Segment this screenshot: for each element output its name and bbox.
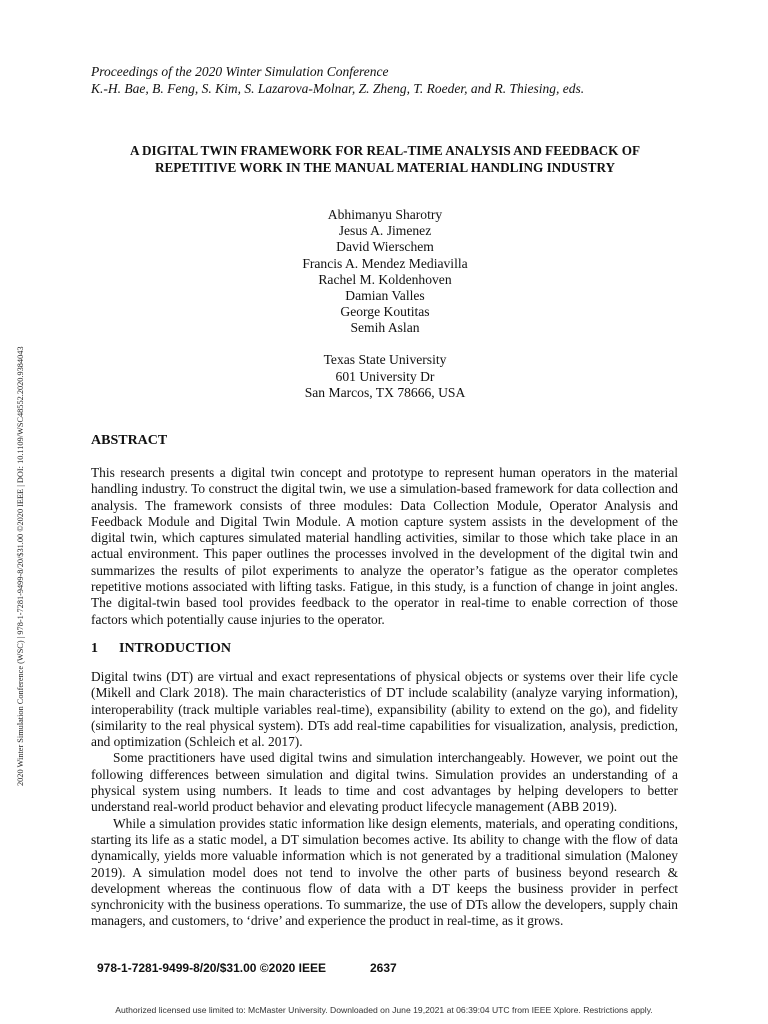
author: Jesus A. Jimenez [338,223,432,239]
intro-paragraph-1: Digital twins (DT) are virtual and exact representations of physical objects or systems over their life cycle (Mikell and Clark 2018). The main characteristics of DT include scalability (analyze varying information), interoperability (track multiple variables real-time), expansibility (ability to extend on the go), and fidelity (similarity to the real physical system). DTs add real-time capabilities for visualization, analysis, prediction, and optimization (Schleich et al. 2017). [91,669,678,750]
author: Rachel M. Koldenhoven [318,271,452,287]
abstract-text: This research presents a digital twin concept and prototype to represent human operators in the material handling industry. To construct the digital twin, we use a simulation-based framework for data collection and analysis. The framework consists of three modules: Data Collection Module, Operator Analysis and Feedback Module and Digital Twin Module. A motion capture system assists in the development of the digital twin, which captures simulated material handling activities, similar to those which take place in an actual environment. This paper outlines the processes involved in the development of the digital twin and summarizes the results of pilot experiments to analyze the operator’s fatigue as the operator completes repetitive motions associated with lifting tasks. Fatigue, in this study, is a function of change in joint angles. The digital-twin based tool provides feedback to the operator in real-time to enable correction of those factors which potentially cause injuries to the operator. [91,465,678,627]
intro-paragraph-3: While a simulation provides static information like design elements, materials, and operating conditions, starting its life as a static model, a DT simulation becomes active. Its ability to change with the flow of data dynamically, yields more valuable information which is not generated by a traditional simulation (Maloney 2019). A simulation model does not tend to involve the other parts of business beyond research & development whereas the continuous flow of data with a DT keeps the business provider in perfect synchronicity with the business operations. To summarize, the use of DTs allow the developers, supply chain managers, and customers, to ‘drive’ and experience the product in real-time, as it grows. [91,815,678,929]
author: Abhimanyu Sharotry [327,207,443,222]
affiliation-street: 601 University Dr [335,368,435,384]
proceedings-title: Proceedings of the 2020 Winter Simulation Conference [91,64,389,79]
doi-sidebar-text: 2020 Winter Simulation Conference (WSC) | 978-1-7281-9499-8/20/$31.00 ©2020 IEEE | DOI: 10.1109/WSC48552.2020.9384043 [16,346,25,786]
abstract-heading: ABSTRACT [91,433,168,448]
affiliation-university: Texas State University [323,352,447,367]
section-number: 1 [91,641,98,656]
paper-title-line-2: REPETITIVE WORK IN THE MANUAL MATERIAL HANDLING INDUSTRY [154,160,616,175]
isbn-footer: 978-1-7281-9499-8/20/$31.00 ©2020 IEEE [97,961,327,975]
affiliation-city: San Marcos, TX 78666, USA [304,385,466,400]
author: Semih Aslan [350,320,420,336]
proceedings-header [91,63,584,97]
author: David Wierschem [336,239,434,255]
page-number: 2637 [370,961,397,975]
author: Damian Valles [345,288,425,304]
paper-title-line-1: A DIGITAL TWIN FRAMEWORK FOR REAL-TIME ANALYSIS AND FEEDBACK OF [129,143,641,158]
introduction-body [91,669,678,930]
doi-sidebar [16,236,32,786]
intro-paragraph-2: Some practitioners have used digital twins and simulation interchangeably. However, we point out the following differences between simulation and digital twins. Simulation provides an understanding of a physical system using numbers. It leads to time and cost advantages by helping developers to better understand real-world product behavior and elevating product lifecycle management (ABB 2019). [91,750,678,815]
affiliation [190,352,580,402]
license-notice: Authorized licensed use limited to: McMaster University. Downloaded on June 19,2021 at 06:39:04 UTC from IEEE Xplore. Restrictions apply. [115,1005,653,1015]
introduction-heading [91,641,231,657]
author-list [190,207,580,337]
paper-title [90,142,680,176]
section-title: INTRODUCTION [119,641,232,656]
editors-line: K.-H. Bae, B. Feng, S. Kim, S. Lazarova-Molnar, Z. Zheng, T. Roeder, and R. Thiesing, eds. [91,81,585,96]
author: George Koutitas [340,304,430,320]
author: Francis A. Mendez Mediavilla [302,255,468,271]
